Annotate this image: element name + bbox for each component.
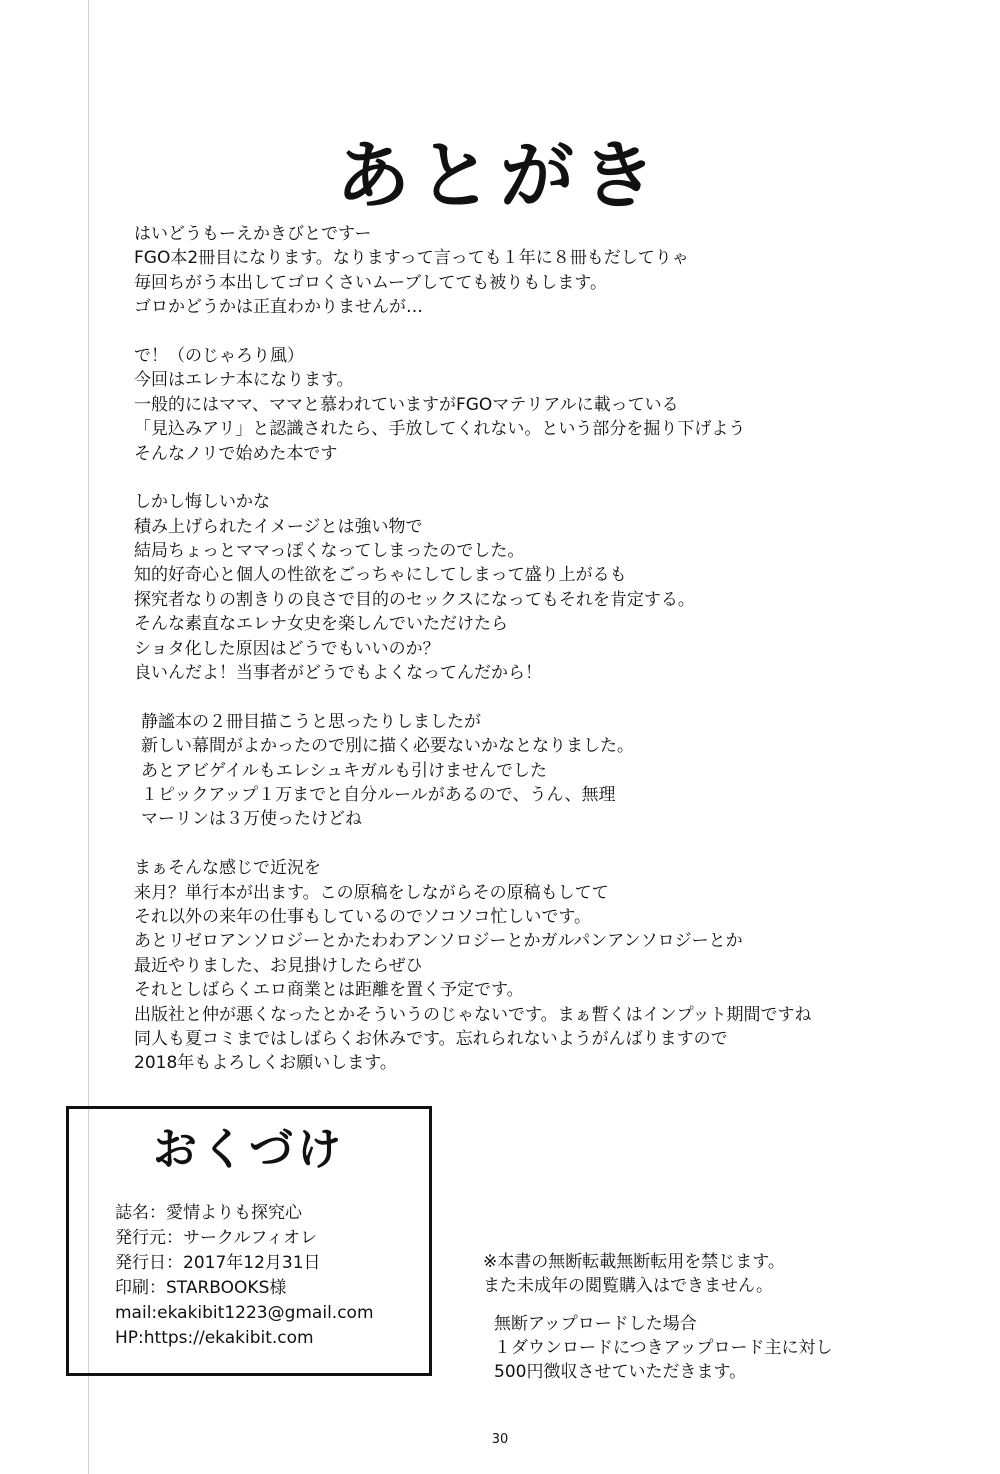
colophon-list xyxy=(115,1201,374,1351)
text-line: 2018年もよろしくお願いします。 xyxy=(134,1053,397,1074)
notice-line: また未成年の閲覧購入はできません。 xyxy=(483,1276,774,1296)
text-line: １ピックアップ１万までと自分ルールがあるので、うん、無理 xyxy=(141,784,616,805)
text-line: 結局ちょっとママっぽくなってしまったのでした。 xyxy=(134,541,525,562)
colophon-publisher: 発行元：サークルフィオレ xyxy=(115,1228,318,1248)
afterword-paragraph-3 xyxy=(134,490,934,685)
afterword-body xyxy=(134,222,934,1100)
afterword-paragraph-1 xyxy=(134,222,934,320)
text-line: で！（のじゃろり風） xyxy=(134,345,304,366)
notice-line: ※本書の無断転載無断転用を禁じます。 xyxy=(483,1252,785,1272)
text-line: 知的好奇心と個人の性欲をごっちゃにしてしまって盛り上がるも xyxy=(134,565,627,586)
text-line: 良いんだよ！当事者がどうでもよくなってんだから！ xyxy=(134,663,542,684)
afterword-paragraph-4 xyxy=(134,710,934,832)
text-line: 毎回ちがう本出してゴロくさいムーブしてても被りもします。 xyxy=(134,272,607,293)
text-line: 同人も夏コミまではしばらくお休みです。忘れられないようがんばりますので xyxy=(134,1028,728,1049)
colophon-issue-date: 発行日：2017年12月31日 xyxy=(115,1253,321,1273)
text-line: はいどうもーえかきびとですー xyxy=(134,224,372,244)
afterword-paragraph-2 xyxy=(134,344,934,466)
colophon-title: おくづけ xyxy=(153,1124,345,1175)
text-line: 出版社と仲が悪くなったとかそういうのじゃないです。まぁ暫くはインプット期間ですね xyxy=(134,1004,812,1025)
text-line: 積み上げられたイメージとは強い物で xyxy=(134,516,423,537)
text-line: そんなノリで始めた本です xyxy=(134,443,338,464)
text-line: 「見込みアリ」と認識されたら、手放してくれない。という部分を掘り下げよう xyxy=(134,419,746,440)
copyright-notice xyxy=(483,1250,785,1298)
text-line: それとしばらくエロ商業とは距離を置く予定です。 xyxy=(134,980,524,1001)
upload-notice-line: 無断アップロードした場合 xyxy=(494,1314,697,1334)
text-line: FGO本2冊目になります。なりますって言っても１年に８冊もだしてりゃ xyxy=(134,248,689,269)
afterword-paragraph-5 xyxy=(134,856,934,1076)
colophon-publication-name: 誌名：愛情よりも探究心 xyxy=(115,1203,302,1223)
upload-notice-line: １ダウンロードにつきアップロード主に対し xyxy=(494,1338,833,1358)
colophon-printer: 印刷：STARBOOKS様 xyxy=(115,1278,287,1298)
colophon-mail: mail:ekakibit1223@gmail.com xyxy=(115,1303,374,1323)
text-line: しかし悔しいかな xyxy=(134,492,270,513)
text-line: あとアビゲイルもエレシュキガルも引けませんでした xyxy=(141,760,548,781)
page-title: あとがき xyxy=(336,133,664,219)
text-line: 最近やりました、お見掛けしたらぜひ xyxy=(134,955,423,976)
text-line: ショタ化した原因はどうでもいいのか？ xyxy=(134,638,440,659)
text-line: ゴロかどうかは正直わかりませんが… xyxy=(134,297,423,318)
text-line: まぁそんな感じで近況を xyxy=(134,858,321,879)
text-line: 探究者なりの割きりの良さで目的のセックスになってもそれを肯定する。 xyxy=(134,589,695,610)
text-line: それ以外の来年の仕事もしているのでソコソコ忙しいです。 xyxy=(134,906,591,927)
upload-notice xyxy=(494,1312,832,1384)
text-line: 今回はエレナ本になります。 xyxy=(134,370,354,391)
colophon-box xyxy=(66,1106,432,1376)
text-line: そんな素直なエレナ女史を楽しんでいただけたら xyxy=(134,614,508,635)
page-number: 30 xyxy=(491,1432,509,1447)
text-line: マーリンは３万使ったけどね xyxy=(141,809,362,830)
upload-notice-line: 500円徴収させていただきます。 xyxy=(494,1362,747,1382)
text-line: 一般的にはママ、ママと慕われていますがFGOマテリアルに載っている xyxy=(134,394,679,415)
text-line: 静謐本の２冊目描こうと思ったりしましたが xyxy=(141,711,481,732)
text-line: 新しい幕間がよかったので別に描く必要ないかなとなりました。 xyxy=(141,736,634,757)
text-line: 来月？単行本が出ます。この原稿をしながらその原稿もしてて xyxy=(134,882,609,903)
colophon-homepage: HP:https://ekakibit.com xyxy=(115,1328,314,1348)
text-line: あとリゼロアンソロジーとかたわわアンソロジーとかガルパンアンソロジーとか xyxy=(134,931,743,952)
